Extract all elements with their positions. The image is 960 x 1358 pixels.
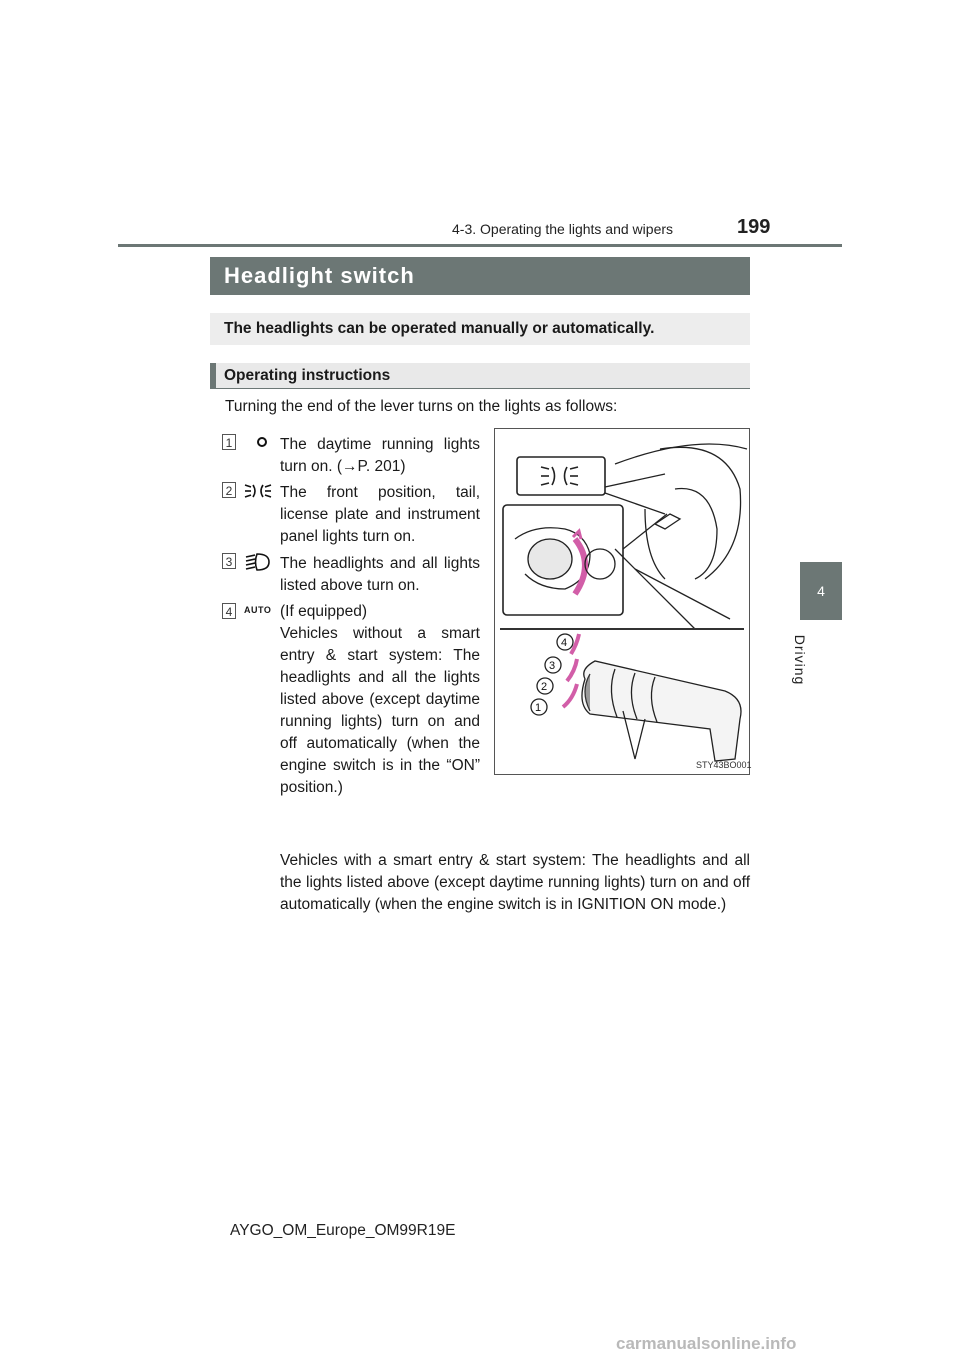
item-text-4-equipped: (If equipped): [280, 603, 368, 620]
watermark: carmanualsonline.info: [616, 1334, 797, 1353]
illustration-code: STY43BO001: [696, 760, 752, 770]
intro-text: The headlights can be operated manually or automatically.: [210, 313, 750, 345]
document-code: AYGO_OM_Europe_OM99R19E: [230, 1222, 456, 1239]
page-title: Headlight switch: [210, 257, 750, 295]
item-text-4-with-smart-entry: Vehicles with a smart entry & start system: The headlights and all the lights listed above (except daytime running lights) turn on and off automatically (when the engine switch is in IGNITION ON mode.): [280, 852, 750, 913]
position-lights-icon: [244, 480, 272, 502]
headlights-icon: [244, 551, 272, 573]
daytime-running-lights-icon: [244, 432, 272, 454]
item-text-3: The headlights and all lights listed above turn on.: [280, 555, 480, 594]
callout-4: 4: [561, 637, 568, 649]
item-text-1: The daytime running lights turn on. (→P. 201): [280, 436, 480, 475]
item-number-3: 3: [222, 553, 236, 569]
subheading: Operating instructions: [210, 363, 750, 389]
chapter-label: Driving: [792, 634, 808, 686]
item-number-2: 2: [222, 482, 236, 498]
item-text-2: The front position, tail, license plate and instrument panel lights turn on.: [280, 484, 480, 545]
item-number-1: 1: [222, 434, 236, 450]
header-rule: [118, 244, 842, 247]
item-number-4: 4: [222, 603, 236, 619]
lead-text: Turning the end of the lever turns on the lights as follows:: [225, 398, 618, 415]
callout-position-lights-icon: [541, 467, 578, 485]
item-text-4-without-smart-entry: Vehicles without a smart entry & start system: The headlights and all the lights listed above (except daytime running lights) turn on and off automatically (when the engine switch is in the “ON” position.): [280, 625, 480, 796]
headlight-switch-illustration: [494, 428, 750, 775]
page-number: 199: [737, 216, 771, 238]
illustration-divider: [500, 628, 744, 630]
callout-1: 1: [535, 702, 542, 714]
callout-2: 2: [541, 681, 548, 693]
chapter-number: 4: [817, 583, 825, 599]
section-label: 4-3. Operating the lights and wipers: [452, 221, 674, 237]
callout-3: 3: [549, 660, 556, 672]
auto-icon: AUTO: [244, 605, 272, 615]
